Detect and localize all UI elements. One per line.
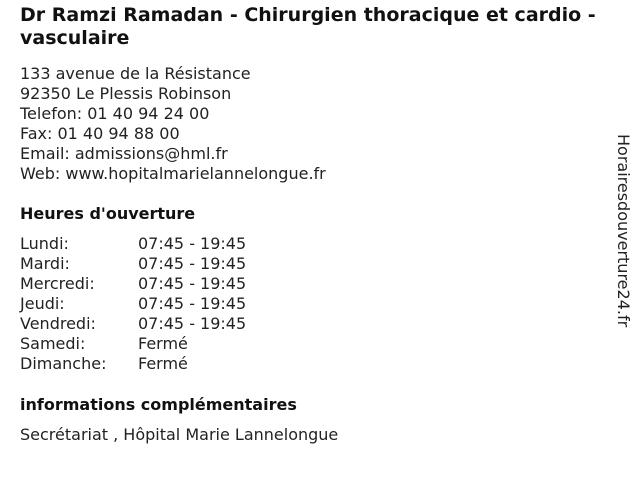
site-watermark: Horairesdouverture24.fr xyxy=(614,134,633,328)
opening-hours-heading: Heures d'ouverture xyxy=(20,204,196,223)
day-label: Dimanche: xyxy=(20,354,107,373)
time-value: 07:45 - 19:45 xyxy=(138,234,247,253)
opening-hours-table xyxy=(20,234,246,374)
time-value: 07:45 - 19:45 xyxy=(138,294,247,313)
hours-row-monday xyxy=(20,234,246,254)
day-label: Vendredi: xyxy=(20,314,96,333)
day-label: Lundi: xyxy=(20,234,69,253)
time-value: 07:45 - 19:45 xyxy=(138,314,247,333)
website-link[interactable]: Web: www.hopitalmarielannelongue.fr xyxy=(20,164,326,183)
time-value: Fermé xyxy=(138,354,188,373)
fax-number: Fax: 01 40 94 88 00 xyxy=(20,124,180,143)
additional-info-text: Secrétariat , Hôpital Marie Lannelongue xyxy=(20,425,339,444)
time-value: 07:45 - 19:45 xyxy=(138,274,247,293)
time-value: Fermé xyxy=(138,334,188,353)
hours-row-thursday xyxy=(20,294,246,314)
hours-row-wednesday xyxy=(20,274,246,294)
contact-block xyxy=(20,64,326,184)
hours-row-saturday xyxy=(20,334,246,354)
day-label: Samedi: xyxy=(20,334,86,353)
email-address[interactable]: Email: admissions@hml.fr xyxy=(20,144,228,163)
hours-row-friday xyxy=(20,314,246,334)
hours-row-sunday xyxy=(20,354,246,374)
day-label: Mardi: xyxy=(20,254,70,273)
hours-row-tuesday xyxy=(20,254,246,274)
day-label: Jeudi: xyxy=(20,294,65,313)
page-title: Dr Ramzi Ramadan - Chirurgien thoracique et cardio -vasculaire xyxy=(20,4,596,49)
additional-info-heading: informations complémentaires xyxy=(20,395,297,414)
phone-number[interactable]: Telefon: 01 40 94 24 00 xyxy=(20,104,210,123)
city-postcode: 92350 Le Plessis Robinson xyxy=(20,84,232,103)
day-label: Mercredi: xyxy=(20,274,95,293)
time-value: 07:45 - 19:45 xyxy=(138,254,247,273)
street-address: 133 avenue de la Résistance xyxy=(20,64,251,83)
